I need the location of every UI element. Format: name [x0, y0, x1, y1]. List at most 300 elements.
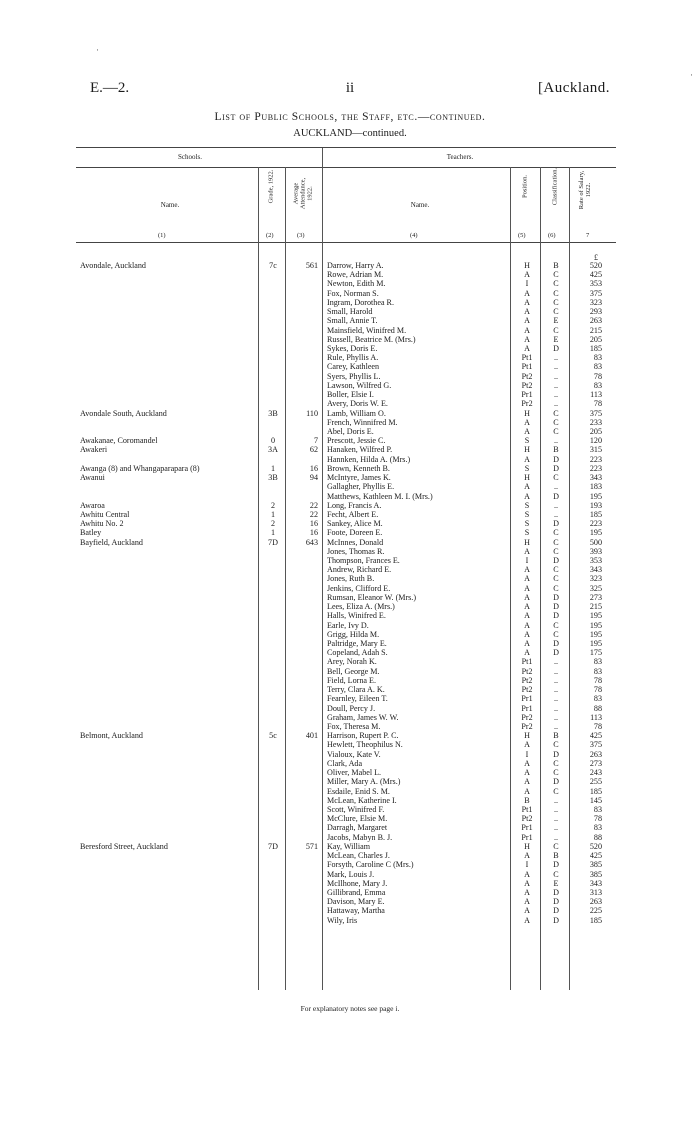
average-attendance: 16: [309, 528, 318, 538]
teacher-classification: D: [553, 519, 559, 529]
teacher-classification: C: [553, 417, 559, 427]
teacher-position: S: [524, 500, 530, 510]
teacher-classification: ..: [553, 436, 559, 446]
school-grade: 2: [270, 519, 276, 529]
teacher-classification: C: [553, 288, 559, 298]
teacher-name: Fearnley, Eileen T.: [327, 694, 388, 704]
teacher-position: Pt2: [521, 666, 533, 676]
salary-rate: 375: [589, 408, 602, 418]
school-name: Awakanae, Coromandel: [80, 436, 158, 446]
salary-rate: 393: [589, 546, 602, 556]
salary-rate: 195: [589, 491, 602, 501]
teacher-position: Pr1: [521, 694, 533, 704]
teacher-classification: B: [553, 851, 559, 861]
school-grade: 5c: [269, 731, 277, 741]
teacher-position: A: [524, 620, 530, 630]
teacher-name: Forsyth, Caroline C (Mrs.): [327, 860, 414, 870]
teacher-name: Boller, Elsie I.: [327, 390, 374, 400]
teacher-position: Pt1: [521, 353, 533, 363]
table-row: [0, 694, 700, 703]
teacher-classification: ..: [553, 509, 559, 519]
salary-rate: 193: [589, 500, 602, 510]
teacher-position: A: [524, 583, 530, 593]
table-row: [0, 584, 700, 593]
school-name: Beresford Street, Auckland: [80, 841, 168, 851]
teacher-classification: C: [553, 768, 559, 778]
salary-rate: 78: [593, 399, 602, 409]
table-row: [0, 731, 700, 740]
salary-rate: 78: [593, 722, 602, 731]
teacher-name: Sankey, Alice M.: [327, 519, 383, 529]
teacher-name: McIntyre, James K.: [327, 473, 391, 483]
teacher-classification: ..: [553, 694, 559, 704]
salary-rate: 425: [589, 731, 602, 741]
teacher-name: Gallagher, Phyllis E.: [327, 482, 395, 492]
teacher-position: A: [524, 869, 530, 879]
table-header-rule: [76, 242, 616, 243]
teacher-classification: D: [553, 454, 559, 464]
teacher-classification: C: [553, 758, 559, 768]
average-attendance: 643: [305, 537, 318, 547]
salary-rate: 185: [589, 343, 602, 353]
teacher-name: Arey, Norah K.: [327, 657, 377, 667]
table-top-rule: [76, 147, 616, 148]
teacher-position: A: [524, 343, 530, 353]
school-grade: 1: [270, 463, 276, 473]
teacher-position: Pr1: [521, 823, 533, 833]
table-row: [0, 464, 700, 473]
grade-header: Grade, 1922.: [267, 169, 275, 204]
salary-rate: 323: [589, 297, 602, 307]
teacher-name: Gillibrand, Emma: [327, 887, 386, 897]
teacher-name: Fecht, Albert E.: [327, 509, 379, 519]
teacher-name: Fox, Theresa M.: [327, 722, 381, 731]
salary-rate: 263: [589, 897, 602, 907]
teacher-classification: C: [553, 297, 559, 307]
table-row: [0, 602, 700, 611]
salary-rate: 205: [589, 426, 602, 436]
teacher-position: A: [524, 565, 530, 575]
teacher-position: A: [524, 574, 530, 584]
table-row: [0, 455, 700, 464]
teacher-classification: C: [553, 426, 559, 436]
teacher-position: H: [524, 841, 530, 851]
table-row: [0, 538, 700, 547]
teacher-name: Jenkins, Clifford E.: [327, 583, 391, 593]
table-row: [0, 870, 700, 879]
teacher-classification: C: [553, 528, 559, 538]
average-attendance: 110: [306, 408, 318, 418]
salary-rate: 343: [589, 473, 602, 483]
school-name: Belmont, Auckland: [80, 731, 143, 741]
teacher-position: A: [524, 307, 530, 317]
teacher-position: S: [524, 436, 530, 446]
salary-rate: 313: [589, 887, 602, 897]
teacher-position: Pt2: [521, 371, 533, 381]
table-row: [0, 335, 700, 344]
teacher-name: Hannken, Hilda A. (Mrs.): [327, 454, 411, 464]
salary-rate: 183: [589, 482, 602, 492]
classification-header: Classification.: [551, 167, 559, 206]
teacher-name: Earle, Ivy D.: [327, 620, 369, 630]
teacher-position: S: [524, 463, 530, 473]
table-row: [0, 409, 700, 418]
salary-rate: 83: [593, 380, 602, 390]
teacher-classification: C: [553, 583, 559, 593]
table-row: [0, 593, 700, 602]
salary-rate: 83: [593, 666, 602, 676]
teacher-position: A: [524, 878, 530, 888]
average-attendance: 16: [309, 463, 318, 473]
teacher-name: Andrew, Richard E.: [327, 565, 392, 575]
teacher-classification: D: [553, 556, 559, 566]
teacher-position: A: [524, 758, 530, 768]
salary-rate: 343: [589, 878, 602, 888]
teacher-name: Copeland, Adah S.: [327, 648, 388, 658]
teacher-position: B: [524, 795, 530, 805]
salary-rate: 195: [589, 639, 602, 649]
table-row: [0, 657, 700, 666]
teacher-name: Russell, Beatrice M. (Mrs.): [327, 334, 416, 344]
table-row: [0, 528, 700, 537]
teacher-classification: ..: [553, 712, 559, 722]
teacher-name: McIlhone, Mary J.: [327, 878, 388, 888]
salary-rate: 205: [589, 334, 602, 344]
salary-header: Rate of Salary, 1922.: [578, 170, 592, 210]
teacher-classification: ..: [553, 804, 559, 814]
teacher-name: Graham, James W. W.: [327, 712, 399, 722]
salary-rate: 175: [589, 648, 602, 658]
table-row: [0, 879, 700, 888]
teacher-classification: ..: [553, 823, 559, 833]
teacher-position: H: [524, 731, 530, 741]
table-row: [0, 722, 700, 731]
table-row: [0, 510, 700, 519]
teacher-classification: D: [553, 915, 559, 925]
teacher-position: A: [524, 482, 530, 492]
school-name: Batley: [80, 528, 102, 538]
school-grade: 3B: [268, 408, 278, 418]
salary-rate: 263: [589, 749, 602, 759]
teacher-position: A: [524, 740, 530, 750]
teacher-position: I: [525, 860, 529, 870]
teacher-name: Newton, Edith M.: [327, 279, 386, 289]
school-name: Awaroa: [80, 500, 105, 510]
teacher-position: A: [524, 417, 530, 427]
teacher-name: Jacobs, Mabyn B. J.: [327, 832, 393, 842]
teacher-name: Mainsfield, Winifred M.: [327, 325, 407, 335]
teacher-classification: ..: [553, 399, 559, 409]
teacher-classification: D: [553, 463, 559, 473]
teacher-name: Hewlett, Theophilus N.: [327, 740, 403, 750]
teacher-name: Grigg, Hilda M.: [327, 629, 380, 639]
salary-rate: 145: [589, 795, 602, 805]
scan-speck-right: ·: [690, 70, 693, 80]
school-grade: 7c: [269, 261, 277, 270]
teacher-name: McLean, Charles J.: [327, 851, 390, 861]
table-row: [0, 685, 700, 694]
teacher-name: Ingram, Dorothea R.: [327, 297, 394, 307]
teacher-name: Lawson, Wilfred G.: [327, 380, 392, 390]
table-row: [0, 805, 700, 814]
teacher-classification: ..: [553, 482, 559, 492]
teacher-position: H: [524, 473, 530, 483]
table-row: [0, 436, 700, 445]
table-row: [0, 519, 700, 528]
report-code: E.—2.: [90, 80, 130, 96]
average-attendance: 16: [309, 519, 318, 529]
salary-rate: 520: [589, 841, 602, 851]
teacher-classification: C: [553, 574, 559, 584]
teacher-classification: ..: [553, 666, 559, 676]
teacher-classification: C: [553, 473, 559, 483]
teacher-name: Oliver, Mabel L.: [327, 768, 382, 778]
position-header: Position.: [521, 175, 529, 198]
teacher-name: Syers, Phyllis L.: [327, 371, 381, 381]
table-row: [0, 768, 700, 777]
table-row: [0, 307, 700, 316]
salary-rate: 83: [593, 804, 602, 814]
teacher-name: McLean, Katherine I.: [327, 795, 397, 805]
teacher-classification: ..: [553, 685, 559, 695]
col-num-3: (3): [297, 232, 305, 239]
salary-rate: 215: [589, 602, 602, 612]
teacher-classification: ..: [553, 675, 559, 685]
teacher-classification: ..: [553, 380, 559, 390]
teacher-name: Esdaile, Enid S. M.: [327, 786, 390, 796]
table-row: [0, 565, 700, 574]
school-name: Awhitu No. 2: [80, 519, 124, 529]
table-row: [0, 399, 700, 408]
teacher-classification: C: [553, 546, 559, 556]
teacher-position: A: [524, 592, 530, 602]
school-name: Awakeri: [80, 445, 108, 455]
average-attendance: 94: [309, 473, 318, 483]
salary-rate: 120: [589, 436, 602, 446]
salary-rate: 185: [589, 509, 602, 519]
table-row: [0, 621, 700, 630]
teacher-classification: D: [553, 887, 559, 897]
table-row: [0, 326, 700, 335]
teacher-name: Field, Lorna E.: [327, 675, 377, 685]
salary-rate: 78: [593, 685, 602, 695]
teacher-name: Lees, Eliza A. (Mrs.): [327, 602, 395, 612]
school-name: Awanga (8) and Whangaparapara (8): [80, 463, 200, 473]
salary-rate: 195: [589, 629, 602, 639]
teacher-position: A: [524, 629, 530, 639]
table-row: [0, 492, 700, 501]
table-row: [0, 713, 700, 722]
table-row: [0, 445, 700, 454]
average-attendance: 401: [305, 731, 318, 741]
teacher-position: A: [524, 648, 530, 658]
teacher-name: Vialoux, Kate V.: [327, 749, 381, 759]
school-grade: 2: [270, 500, 276, 510]
salary-rate: 233: [589, 417, 602, 427]
table-row: [0, 639, 700, 648]
col-num-1: (1): [158, 232, 166, 239]
teacher-name: Scott, Winifred F.: [327, 804, 385, 814]
teacher-classification: ..: [553, 390, 559, 400]
col-num-4: (4): [410, 232, 418, 239]
teacher-name: Abel, Doris E.: [327, 426, 374, 436]
table-row: [0, 372, 700, 381]
teacher-name: Hattaway, Martha: [327, 906, 385, 916]
salary-rate: 78: [593, 675, 602, 685]
teacher-classification: E: [553, 334, 559, 344]
teacher-classification: C: [553, 786, 559, 796]
teacher-position: Pt1: [521, 657, 533, 667]
salary-rate: 325: [589, 583, 602, 593]
teacher-classification: B: [553, 731, 559, 741]
teacher-name: Clark, Ada: [327, 758, 363, 768]
page-subtitle: AUCKLAND—continued.: [293, 128, 407, 139]
teacher-position: S: [524, 528, 530, 538]
teacher-name: Kay, William: [327, 841, 371, 851]
teacher-name: Miller, Mary A. (Mrs.): [327, 777, 401, 787]
table-row: [0, 482, 700, 491]
teacher-position: A: [524, 270, 530, 280]
teacher-position: H: [524, 445, 530, 455]
salary-rate: 215: [589, 325, 602, 335]
salary-rate: 185: [589, 786, 602, 796]
table-row: [0, 261, 700, 270]
teacher-classification: D: [553, 343, 559, 353]
salary-rate: 353: [589, 556, 602, 566]
teacher-classification: ..: [553, 722, 559, 731]
teacher-classification: E: [553, 878, 559, 888]
school-grade: 1: [270, 509, 276, 519]
teacher-position: Pt1: [521, 804, 533, 814]
teacher-position: A: [524, 491, 530, 501]
teacher-name: Davison, Mary E.: [327, 897, 385, 907]
school-name: Awanui: [80, 473, 105, 483]
school-grade: 1: [270, 528, 276, 538]
teacher-position: Pt1: [521, 362, 533, 372]
teacher-position: S: [524, 519, 530, 529]
salary-rate: 88: [593, 832, 602, 842]
teacher-classification: ..: [553, 703, 559, 713]
table-row: [0, 473, 700, 482]
table-row: [0, 362, 700, 371]
teacher-position: A: [524, 426, 530, 436]
table-row: [0, 916, 700, 925]
teacher-position: A: [524, 906, 530, 916]
teacher-position: Pr2: [521, 399, 533, 409]
salary-rate: 78: [593, 814, 602, 824]
teacher-name: Darragh, Margaret: [327, 823, 388, 833]
teacher-classification: C: [553, 307, 559, 317]
table-group-rule: [76, 167, 616, 168]
salary-rate: 375: [589, 740, 602, 750]
teacher-classification: ..: [553, 500, 559, 510]
teacher-classification: D: [553, 749, 559, 759]
col-num-7: 7: [586, 232, 590, 239]
pound-sign: £: [594, 253, 598, 262]
teacher-position: S: [524, 509, 530, 519]
teacher-position: I: [525, 749, 529, 759]
teacher-name: Darrow, Harry A.: [327, 261, 384, 270]
table-row: [0, 851, 700, 860]
salary-rate: 223: [589, 519, 602, 529]
average-attendance: 62: [309, 445, 318, 455]
teacher-classification: C: [553, 537, 559, 547]
teacher-classification: D: [553, 639, 559, 649]
table-row: [0, 648, 700, 657]
salary-rate: 425: [589, 851, 602, 861]
teacher-classification: D: [553, 777, 559, 787]
table-row: [0, 556, 700, 565]
salary-rate: 83: [593, 657, 602, 667]
teacher-classification: ..: [553, 814, 559, 824]
table-row: [0, 298, 700, 307]
table-row: [0, 759, 700, 768]
teacher-position: Pr1: [521, 390, 533, 400]
teacher-classification: C: [553, 565, 559, 575]
teacher-position: A: [524, 777, 530, 787]
table-row: [0, 501, 700, 510]
average-attendance: 571: [305, 841, 318, 851]
salary-rate: 88: [593, 703, 602, 713]
teacher-classification: B: [553, 261, 559, 270]
table-row: [0, 750, 700, 759]
teacher-position: H: [524, 408, 530, 418]
salary-rate: 315: [589, 445, 602, 455]
salary-rate: 195: [589, 611, 602, 621]
salary-rate: 425: [589, 270, 602, 280]
school-name: Avondale South, Auckland: [80, 408, 167, 418]
teacher-name: Wily, Iris: [327, 915, 358, 925]
teacher-classification: D: [553, 491, 559, 501]
teacher-position: I: [525, 556, 529, 566]
table-row: [0, 418, 700, 427]
region-label: [Auckland.: [537, 80, 610, 96]
table-row: [0, 740, 700, 749]
salary-rate: 293: [589, 307, 602, 317]
teacher-position: A: [524, 897, 530, 907]
teacher-position: A: [524, 454, 530, 464]
table-row: [0, 814, 700, 823]
scan-speck: ·: [96, 45, 99, 55]
table-row: [0, 279, 700, 288]
table-row: [0, 316, 700, 325]
teacher-position: A: [524, 325, 530, 335]
teacher-name-header: Name.: [410, 201, 430, 209]
teacher-classification: C: [553, 841, 559, 851]
teacher-name: Rumsan, Eleanor W. (Mrs.): [327, 592, 417, 602]
teacher-name: Foote, Doreen E.: [327, 528, 383, 538]
table-row: [0, 344, 700, 353]
salary-rate: 273: [589, 758, 602, 768]
teacher-name: Rule, Phyllis A.: [327, 353, 379, 363]
table-row: [0, 676, 700, 685]
teacher-classification: ..: [553, 657, 559, 667]
teacher-position: A: [524, 316, 530, 326]
school-name: Awhitu Central: [80, 509, 130, 519]
school-grade: 0: [270, 436, 276, 446]
teacher-classification: D: [553, 897, 559, 907]
page-number: ii: [345, 80, 355, 96]
teacher-name: Small, Harold: [327, 307, 373, 317]
teacher-name: Thompson, Frances E.: [327, 556, 400, 566]
attendance-header: Average Attendance, 1922.: [292, 177, 314, 210]
teacher-position: A: [524, 334, 530, 344]
teacher-position: Pr2: [521, 712, 533, 722]
table-row: [0, 777, 700, 786]
teacher-name: Avery, Doris W. E.: [327, 399, 388, 409]
teacher-position: Pt2: [521, 814, 533, 824]
average-attendance: 7: [313, 436, 318, 446]
